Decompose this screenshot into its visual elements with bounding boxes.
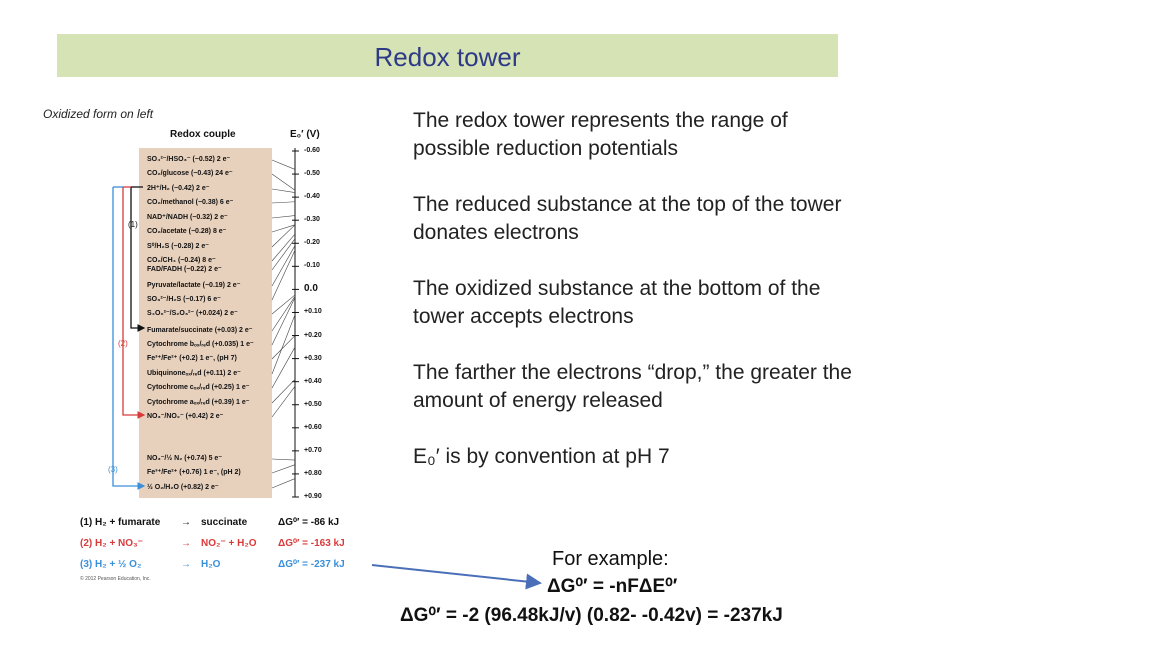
redox-couple-item: SO₃²⁻/H₂S (−0.17) 6 e⁻ [147, 296, 221, 303]
redox-couple-item: CO₂/acetate (−0.28) 8 e⁻ [147, 228, 227, 235]
connector-line [272, 216, 295, 218]
redox-couple-item: CO₂/CH₄ (−0.24) 8 e⁻ [147, 257, 216, 264]
redox-couple-item: SO₄²⁻/HSO₃⁻ (−0.52) 2 e⁻ [147, 156, 231, 163]
redox-couple-item: Cytochrome aₒₓ/ᵣₑd (+0.39) 1 e⁻ [147, 399, 250, 406]
connector-line [272, 250, 295, 300]
redox-couple-item: CO₂/methanol (−0.38) 6 e⁻ [147, 199, 234, 206]
equation-1-products: succinate [201, 517, 248, 528]
redox-couple-item: S₄O₆²⁻/S₂O₃²⁻ (+0.024) 2 e⁻ [147, 310, 238, 317]
equation-1-dg: ΔG⁰′ = -86 kJ [278, 517, 340, 528]
scale-tick-label: +0.10 [304, 308, 322, 316]
scale-tick-label: -0.50 [304, 170, 320, 178]
equation-2-dg: ΔG⁰′ = -163 kJ [278, 538, 345, 549]
connector-line [272, 189, 295, 193]
redox-couple-item: Fumarate/succinate (+0.03) 2 e⁻ [147, 327, 253, 334]
paragraph-energy: The farther the electrons “drop,” the greater the amount of energy released [413, 361, 852, 412]
scale-tick-label: +0.80 [304, 469, 322, 477]
scale-tick-label: +0.90 [304, 493, 322, 500]
redox-couple-header: Redox couple [170, 129, 236, 140]
connector-line [272, 202, 295, 203]
equation-1-arrow: → [181, 517, 191, 528]
scale-tick-label: -0.20 [304, 239, 320, 247]
equation-3-dg: ΔG⁰′ = -237 kJ [278, 559, 345, 570]
paragraph-range: The redox tower represents the range of possible reduction potentials [413, 109, 788, 160]
diagram-subtitle: Oxidized form on left [43, 107, 154, 121]
scale-tick-label: +0.40 [304, 377, 322, 385]
connector-line [272, 174, 295, 190]
scale-tick-label: +0.30 [304, 354, 322, 362]
redox-couple-item: Cytochrome cₒₓ/ᵣₑd (+0.25) 1 e⁻ [147, 384, 250, 391]
paragraph-accepts: The oxidized substance at the bottom of the tower accepts electrons [413, 277, 821, 328]
redox-couple-item: NO₃⁻/½ N₂ (+0.74) 5 e⁻ [147, 455, 223, 462]
connector-line [272, 465, 295, 473]
example-heading: For example: [552, 548, 669, 570]
equation-1-reactants: (1) H₂ + fumarate [80, 517, 161, 528]
scale-tick-label: +0.70 [304, 446, 322, 454]
connector-line [272, 459, 295, 460]
potential-header: E₀′ (V) [290, 129, 320, 140]
scale-tick-label: -0.10 [304, 262, 320, 270]
equation-2-products: NO₂⁻ + H₂O [201, 538, 257, 549]
paragraph-donates: The reduced substance at the top of the tower donates electrons [413, 193, 842, 244]
scale-tick-label: 0.0 [304, 283, 318, 295]
equation-2-reactants: (2) H₂ + NO₃⁻ [80, 538, 143, 549]
scale-tick-label: +0.20 [304, 331, 322, 339]
redox-couple-item: NO₃⁻/NO₂⁻ (+0.42) 2 e⁻ [147, 413, 224, 420]
redox-couple-item: 2H⁺/H₂ (−0.42) 2 e⁻ [147, 185, 210, 192]
equation-3-products: H₂O [201, 559, 221, 570]
example-formula: ΔG⁰′ = -nFΔE⁰′ [547, 576, 678, 597]
redox-couple-item: Fe³⁺/Fe²⁺ (+0.76) 1 e⁻, (pH 2) [147, 469, 241, 476]
equation-3-arrow: → [181, 559, 191, 570]
scale-tick-label: +0.50 [304, 400, 322, 408]
connector-line [272, 296, 295, 331]
connector-lines [272, 160, 295, 488]
slide-title: Redox tower [374, 42, 521, 72]
connector-line [272, 479, 295, 488]
equation-2-arrow: → [181, 538, 191, 549]
connector-line [272, 315, 295, 374]
redox-couple-item: NAD⁺/NADH (−0.32) 2 e⁻ [147, 214, 228, 221]
connector-line [272, 160, 295, 169]
scale-tick-label: -0.60 [304, 147, 320, 154]
scale-tick-label: -0.30 [304, 216, 320, 224]
redox-couple-item: Cytochrome bₒₓ/ᵣₑd (+0.035) 1 e⁻ [147, 341, 254, 348]
paragraph-ph7: E₀′ is by convention at pH 7 [413, 445, 670, 468]
example-pointer-arrow [372, 565, 540, 583]
redox-couple-item: FAD/FADH (−0.22) 2 e⁻ [147, 266, 222, 273]
redox-couple-item: ½ O₂/H₂O (+0.82) 2 e⁻ [147, 484, 219, 491]
scale-tick-label: +0.60 [304, 423, 322, 431]
copyright-text: © 2012 Pearson Education, Inc. [80, 576, 151, 582]
scale-tick-label: -0.40 [304, 193, 320, 201]
arrow-1 [131, 187, 144, 328]
redox-couple-item: Pyruvate/lactate (−0.19) 2 e⁻ [147, 282, 241, 289]
redox-couple-item: S⁰/H₂S (−0.28) 2 e⁻ [147, 243, 209, 250]
connector-line [272, 347, 295, 388]
arrow-3 [113, 187, 144, 486]
redox-couple-item: Ubiquinoneₒₓ/ᵣₑd (+0.11) 2 e⁻ [147, 370, 241, 377]
arrow-3-label: (3) [108, 465, 118, 474]
arrow-2-label: (2) [118, 339, 128, 348]
connector-line [272, 336, 295, 359]
equation-3-reactants: (3) H₂ + ½ O₂ [80, 559, 142, 570]
example-calculation: ΔG⁰′ = -2 (96.48kJ/v) (0.82- -0.42v) = -237kJ [400, 605, 783, 626]
arrow-1-label: (1) [128, 220, 138, 229]
redox-couple-item: CO₂/glucose (−0.43) 24 e⁻ [147, 170, 233, 177]
redox-couple-item: Fe³⁺/Fe²⁺ (+0.2) 1 e⁻, (pH 7) [147, 355, 237, 362]
